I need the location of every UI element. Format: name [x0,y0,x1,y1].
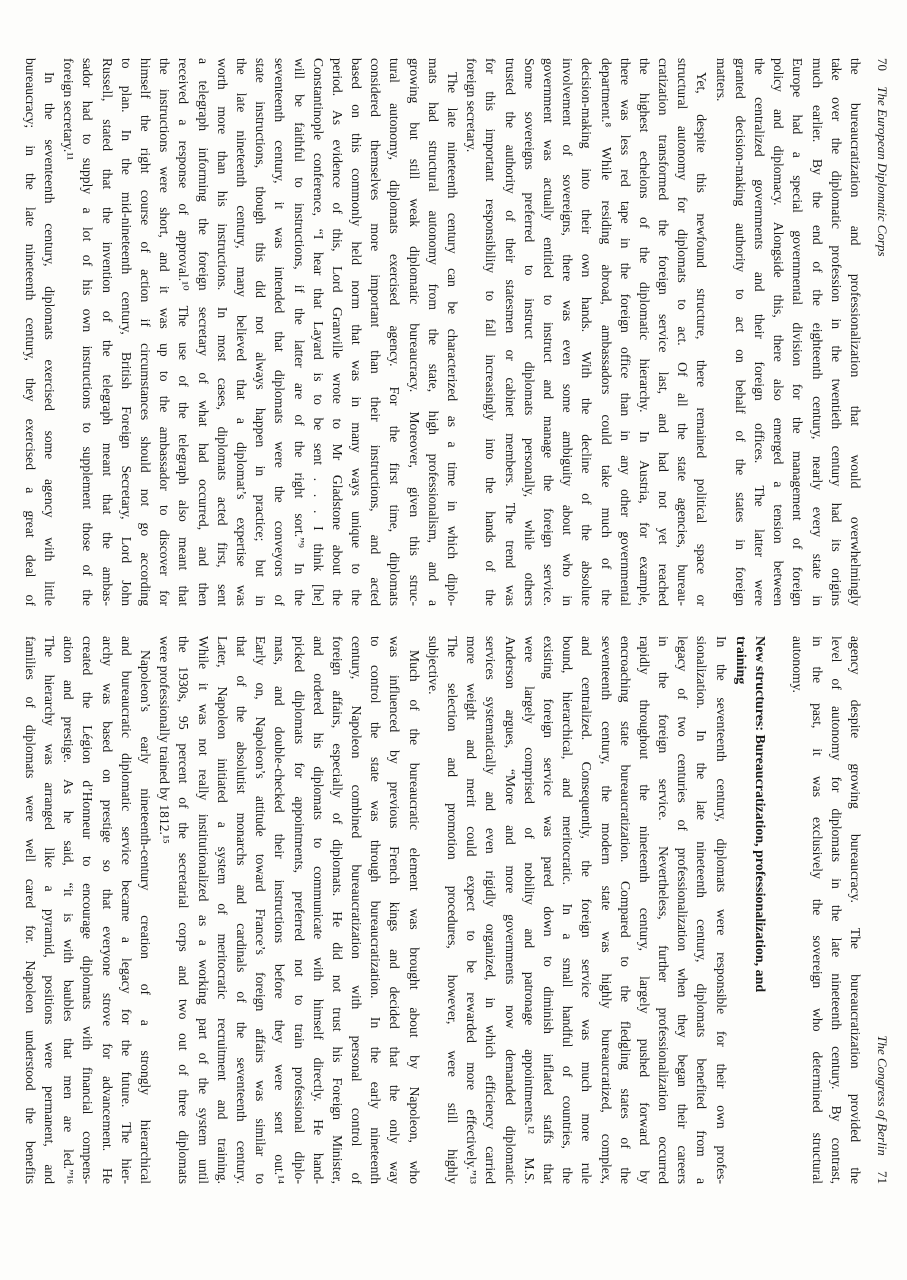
text-line: agency despite growing bureaucracy. The bureaucratization provided the [848,636,863,1184]
text-line: the late nineteenth century, many believed that a diplomat’s expertise was [234,58,249,606]
text-line: were largely comprised of nobility and patronage appointments.¹² M.S. [521,636,537,1184]
text-line: based on this commonly held norm that was in many ways unique to the [349,58,365,606]
text-line: foreign secretary. [464,58,480,153]
text-line: and bureaucratic diplomatic service became a legacy for the future. The hier- [118,636,134,1184]
text-line: tural autonomy, diplomats exercised agency. For the first time, diplomats [387,58,403,606]
text-line: bound, hierarchical, and meritocratic. In a small handful of countries, the [560,636,576,1184]
text-line: autonomy. [790,636,806,693]
text-line: policy and diplomacy. Alongside this, there also emerged a tension between [771,58,787,606]
page-70 [21,58,893,606]
page-body [21,636,865,1184]
text-line: considered themselves more important than their instructions, and acted [368,58,384,606]
running-header [871,636,893,1184]
page-number: 71 [875,1171,890,1184]
text-line: and centralized. Consequently, the foreign service was much more rule [579,636,595,1184]
text-line: Later, Napoleon initiated a system of meritocratic recruitment and training. [214,636,230,1184]
text-line: the centralized governments and their foreign offices. The latter were [752,58,768,606]
text-line: picked diplomats for appointments, preferred not to train professional diplo- [291,636,307,1184]
text-line: legacy of two centuries of professionalization when they began their careers [675,636,691,1184]
text-line: century, Napoleon combined bureaucratization with personal control of [349,636,365,1184]
text-line: in the foreign service. Nevertheless, further professionalization occurred [656,636,672,1184]
page-body [21,58,865,606]
text-line: structural autonomy for diplomats to act. Of all the state agencies, bureau- [675,58,691,606]
section-heading-line: New structures: Bureaucratization, professionalization, and [752,636,768,993]
text-line: the 1930s, 95 percent of the secretarial corps and two out of three diplomats [176,636,192,1184]
text-line: much earlier. By the end of the eighteenth century, nearly every state in [809,58,825,606]
text-line: existing foreign service was pared down to diminish inflated staffs that [541,636,556,1184]
text-line: there was less red tape in the foreign office than in any other governmental [617,58,633,606]
text-line: The hierarchy was arranged like a pyramid, positions were permanent, and [42,636,58,1184]
text-line: Much of the bureaucratic element was brought about by Napoleon, who [406,650,422,1184]
section-heading-line: training [732,636,748,685]
text-line: seventeenth century, it was intended that diplomats were the conveyors of [272,58,288,606]
text-line: the bureaucratization and professionalization that would overwhelmingly [848,58,863,606]
text-line: to control the state was through bureaucratization. In the early nineteenth [368,636,384,1184]
text-line: Anderson argues, “More and more governments now demanded diplomatic [502,636,518,1184]
text-line: The selection and promotion procedures, however, were still highly [445,636,461,1184]
text-line: level of autonomy for diplomats in the late nineteenth century. By contrast, [828,636,844,1184]
text-line: period. As evidence of this, Lord Granville wrote to Mr Gladstone about the [329,58,345,606]
text-line: Some sovereigns preferred to instruct diplomats personally, while others [521,58,537,606]
text-line: himself the right course of action if circumstances should not go according [138,58,154,606]
running-header [871,58,893,606]
text-line: mats had structural autonomy from the state, high professionalism, and a [425,58,441,606]
text-line: Europe had a special governmental division for the management of foreign [790,58,806,606]
text-line: government was actually entitled to instruct and manage the foreign service. [541,58,556,606]
text-line: families of diplomats were well cared for. Napoleon understood the benefits [22,636,38,1184]
text-line: were professionally trained by 1812.¹⁵ [157,636,173,844]
text-line: state instructions, though this did not always happen in practice; but in [253,58,269,606]
text-line: department.⁸ While residing abroad, ambassadors could take much of the [598,58,614,606]
running-head-title: The European Diplomatic Corps [875,86,890,257]
text-line: a telegraph informing the foreign secretary of what had occurred, and then [195,58,211,606]
text-line: matters. [713,58,729,102]
text-line: foreign affairs, especially of diplomats. He did not trust his Foreign Minister, [329,636,345,1184]
text-line: for this important responsibility to fall increasingly into the hands of the [483,58,499,606]
text-line: the instructions were short, and it was up to the ambassador to discover for [157,58,173,606]
text-line: mats, and double-checked their instructions before they were sent out.¹⁴ [272,636,288,1184]
text-line: was influenced by previous French kings and decided that the only way [387,636,403,1184]
text-line: growing but still weak diplomatic bureaucracy. Moreover, given this struc- [406,58,422,606]
blank-line [769,636,788,1184]
page-number: 70 [875,58,890,71]
text-line: ation and prestige. As he said, “it is with baubles that men are led.”¹⁶ [61,636,77,1184]
text-line: Russell, stated that the invention of the telegraph meant that the ambas- [99,58,115,606]
text-line: Napoleon’s early nineteenth-century creation of a strongly hierarchical [138,650,154,1184]
text-line: archy was based on prestige so that everyone strove for advancement. He [99,636,115,1184]
text-line: decision-making into their own hands. With the decline of the absolute [579,58,595,606]
text-line: Yet, despite this newfound structure, there remained political space or [694,72,710,606]
text-line: bureaucracy; in the late nineteenth century, they exercised a great deal of [22,58,38,606]
text-line: sionalization. In the late nineteenth century, diplomats benefited from a [694,636,710,1184]
text-line: encroaching state bureaucratization. Compared to the fledgling states of the [617,636,633,1184]
text-line: will be faithful to instructions, if the latter are of the right sort.”⁹ In the [291,58,307,606]
text-line: created the Légion d’Honneur to encourage diplomats with financial compens- [80,636,96,1184]
text-line: While it was not really institutionalized as a working part of the system until [195,636,211,1184]
page-71 [21,636,893,1184]
text-line: subjective. [425,636,441,695]
text-line: In the seventeenth century, diplomats were responsible for their own profes- [713,636,729,1184]
text-line: Constantinople conference, “I hear that Layard is to be sent . . . I think [he] [310,58,326,606]
text-line: received a response of approval.¹⁰ The use of the telegraph also meant that [176,58,192,606]
text-line: more weight and merit could expect to be rewarded more effectively.”¹³ [464,636,480,1184]
text-line: sador had to supply a lot of his own instructions to supplement those of the [80,58,96,606]
text-line: the highest echelons of the diplomatic hierarchy. In Austria, for example, [636,58,652,606]
text-line: in the past, it was exclusively the sovereign who determined structural [809,636,825,1184]
text-line: granted decision-making authority to act on behalf of the states in foreign [732,58,748,606]
text-line: The late nineteenth century can be characterized as a time in which diplo- [445,72,461,606]
text-line: and ordered his diplomats to communicate with himself directly. He hand- [310,636,326,1184]
text-line: trusted the authority of their statesmen or cabinet members. The trend was [502,58,518,606]
text-line: Early on, Napoleon’s attitude toward France’s foreign affairs was similar to [253,636,269,1184]
running-head-title: The Congress of Berlin [875,1035,890,1156]
text-line: to plan. In the mid-nineteenth century, British Foreign Secretary, Lord John [118,58,134,606]
text-line: services systematically and even rigidly organized, in which efficiency carried [483,636,499,1184]
text-line: seventeenth century, the modern state was highly bureaucratized, complex, [598,636,614,1184]
text-line: worth more than his instructions. In most cases, diplomats acted first, sent [214,58,230,606]
text-line: that of the absolutist monarchs and cardinals of the seventeenth century. [234,636,249,1184]
text-line: In the seventeenth century, diplomats exercised some agency with little [42,72,58,606]
text-line: foreign secretary.¹¹ [61,58,77,161]
text-line: cratization transformed the foreign service last, and had not yet reached [656,58,672,606]
text-line: involvement of sovereigns, there was even some ambiguity about who in [560,58,576,606]
text-line: rapidly throughout the nineteenth century, largely pushed forward by [636,636,652,1184]
text-line: take over the diplomatic profession in the twentieth century had its origins [828,58,844,606]
